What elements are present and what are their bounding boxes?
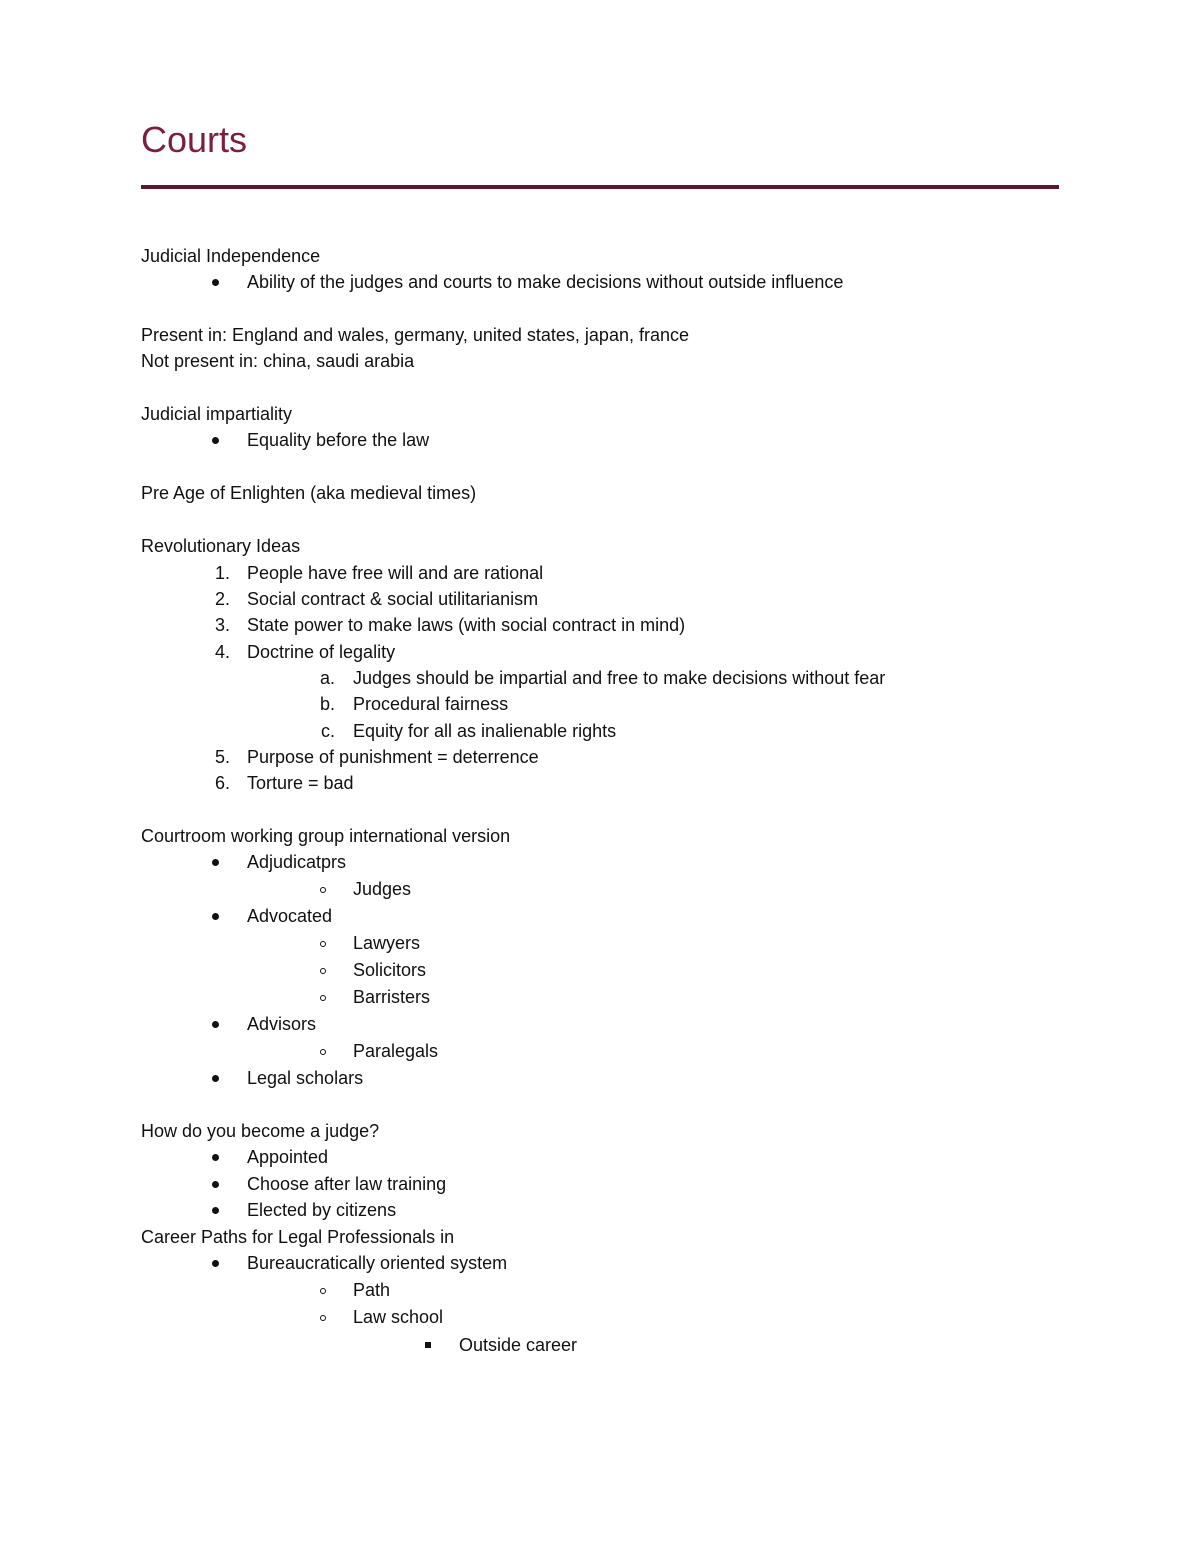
sub-list-item-text: Path	[353, 1280, 391, 1300]
item-text: People have free will and are rational	[247, 563, 544, 583]
bullet-icon	[212, 1181, 219, 1188]
item-number: 5.	[214, 747, 230, 767]
not-present-in-text: Not present in: china, saudi arabia	[141, 351, 415, 371]
item-number: 1.	[214, 563, 230, 583]
subitem-letter: c.	[320, 721, 335, 741]
item-number: 3.	[214, 615, 230, 635]
subitem-text: Judges should be impartial and free to make decisions without fear	[353, 668, 886, 688]
title-divider	[141, 185, 1059, 189]
list-item-text: Choose after law training	[247, 1174, 447, 1194]
present-in-text: Present in: England and wales, germany, united states, japan, france	[141, 325, 689, 345]
heading-text: Career Paths for Legal Professionals in	[141, 1227, 455, 1247]
list-item-text: Advocated	[247, 906, 333, 926]
sub-list-item-text: Paralegals	[353, 1041, 439, 1061]
hollow-bullet-icon	[320, 995, 326, 1001]
subitem-text: Procedural fairness	[353, 694, 509, 714]
list-item-text: Appointed	[247, 1147, 329, 1167]
square-bullet-icon	[425, 1342, 431, 1348]
item-text: State power to make laws (with social contract in mind)	[247, 615, 686, 635]
list-item-text: Elected by citizens	[247, 1200, 397, 1220]
bullet-icon	[212, 859, 219, 866]
heading-text: Judicial impartiality	[141, 404, 293, 424]
bullet-icon	[212, 1260, 219, 1267]
bullet-icon	[212, 1075, 219, 1082]
bullet-icon	[212, 913, 219, 920]
list-item-text: Legal scholars	[247, 1068, 364, 1088]
heading-text: Courtroom working group international version	[141, 826, 511, 846]
list-item-text: Ability of the judges and courts to make decisions without outside influence	[247, 272, 844, 292]
page-title: Courts	[141, 119, 248, 160]
heading-text: How do you become a judge?	[141, 1121, 380, 1141]
hollow-bullet-icon	[320, 1049, 326, 1055]
subitem-letter: b.	[319, 694, 335, 714]
item-number: 4.	[214, 642, 230, 662]
item-number: 6.	[214, 773, 230, 793]
hollow-bullet-icon	[320, 887, 326, 893]
sub-list-item-text: Solicitors	[353, 960, 427, 980]
list-item-text: Bureaucratically oriented system	[247, 1253, 508, 1273]
list-item-text: Equality before the law	[247, 430, 430, 450]
bullet-icon	[212, 279, 219, 286]
heading-text: Pre Age of Enlighten (aka medieval times)	[141, 483, 477, 503]
hollow-bullet-icon	[320, 1315, 326, 1321]
subitem-text: Equity for all as inalienable rights	[353, 721, 617, 741]
item-text: Doctrine of legality	[247, 642, 396, 662]
bullet-icon	[212, 1154, 219, 1161]
item-text: Purpose of punishment = deterrence	[247, 747, 539, 767]
list-item-text: Advisors	[247, 1014, 317, 1034]
sub-list-item-text: Barristers	[353, 987, 431, 1007]
list-item-text: Adjudicatprs	[247, 852, 347, 872]
sub-sub-list-item-text: Outside career	[459, 1335, 578, 1355]
item-text: Torture = bad	[247, 773, 354, 793]
hollow-bullet-icon	[320, 968, 326, 974]
subitem-letter: a.	[319, 668, 335, 688]
hollow-bullet-icon	[320, 941, 326, 947]
sub-list-item-text: Judges	[353, 879, 412, 899]
item-text: Social contract & social utilitarianism	[247, 589, 539, 609]
item-number: 2.	[214, 589, 230, 609]
sub-list-item-text: Law school	[353, 1307, 444, 1327]
hollow-bullet-icon	[320, 1288, 326, 1294]
bullet-icon	[212, 437, 219, 444]
heading-text: Judicial Independence	[141, 246, 321, 266]
sub-list-item-text: Lawyers	[353, 933, 421, 953]
bullet-icon	[212, 1207, 219, 1214]
bullet-icon	[212, 1021, 219, 1028]
heading-text: Revolutionary Ideas	[141, 536, 301, 556]
